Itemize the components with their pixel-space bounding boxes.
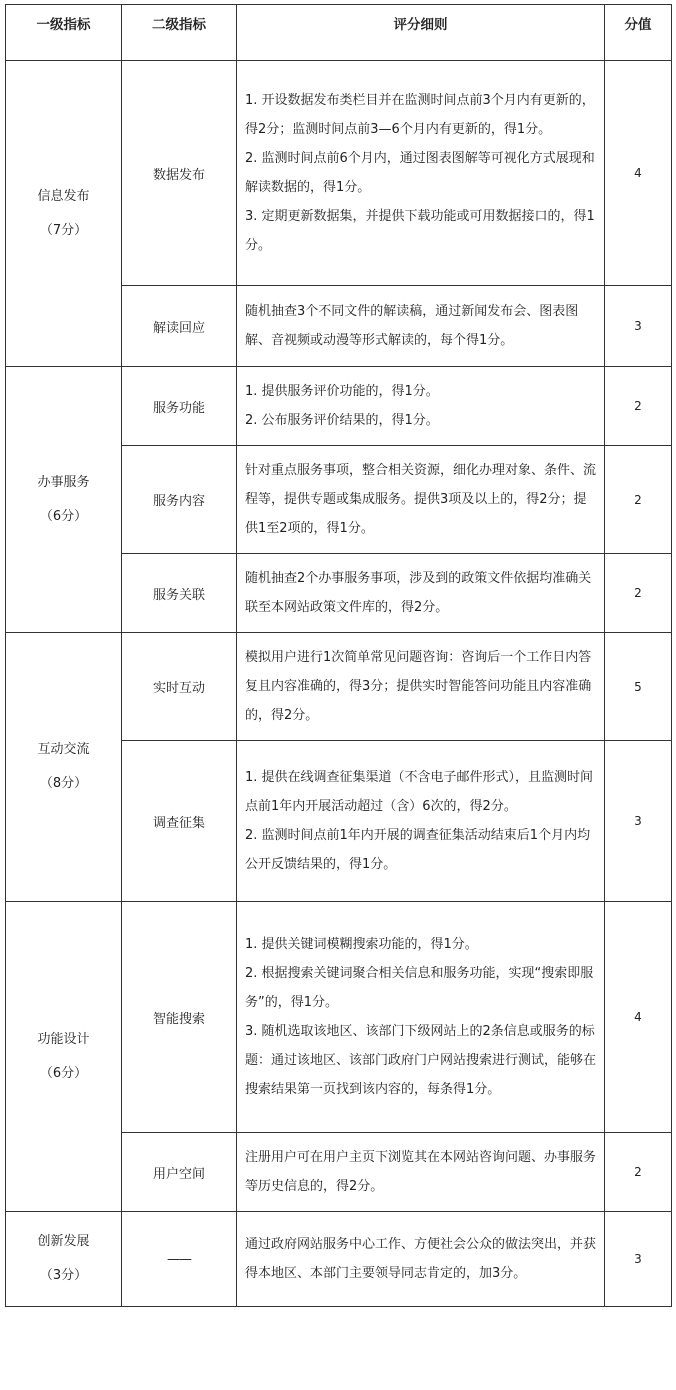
level-1-points: （6分） bbox=[39, 1065, 88, 1081]
level-1-cell bbox=[6, 367, 122, 633]
table-row bbox=[6, 1212, 672, 1307]
level-2-cell: —— bbox=[122, 1212, 237, 1307]
table-row bbox=[6, 367, 672, 446]
rule-item: 1. 提供关键词模糊搜索功能的，得1分。 bbox=[245, 937, 478, 952]
rule-item: 2. 根据搜索关键词聚合相关信息和服务功能，实现“搜索即服务”的，得1分。 bbox=[245, 966, 594, 1010]
score-cell: 2 bbox=[605, 367, 672, 446]
rule-item: 2. 监测时间点前6个月内，通过图表图解等可视化方式展现和解读数据的，得1分。 bbox=[245, 151, 595, 195]
level-1-name: 信息发布 bbox=[37, 188, 90, 204]
level-1-points: （3分） bbox=[39, 1268, 88, 1283]
level-1-cell bbox=[6, 633, 122, 902]
score-cell: 3 bbox=[605, 741, 672, 902]
rules-cell bbox=[237, 554, 605, 633]
level-1-points: （8分） bbox=[39, 776, 88, 791]
level-2-cell: 用户空间 bbox=[122, 1133, 237, 1212]
score-cell: 4 bbox=[605, 61, 672, 286]
level-1-name: 互动交流 bbox=[37, 742, 90, 757]
score-cell: 3 bbox=[605, 286, 672, 367]
score-cell: 2 bbox=[605, 1133, 672, 1212]
level-1-cell bbox=[6, 61, 122, 367]
rule-item: 3. 定期更新数据集，并提供下载功能或可用数据接口的，得1分。 bbox=[245, 209, 595, 253]
rules-cell bbox=[237, 446, 605, 554]
header-level-2: 二级指标 bbox=[122, 5, 237, 61]
rules-cell bbox=[237, 1133, 605, 1212]
rule-item: 2. 监测时间点前1年内开展的调查征集活动结束后1个月内均公开反馈结果的，得1分。 bbox=[245, 828, 591, 872]
level-1-cell bbox=[6, 902, 122, 1212]
level-2-cell: 服务关联 bbox=[122, 554, 237, 633]
level-2-cell: 数据发布 bbox=[122, 61, 237, 286]
rule-item: 模拟用户进行1次简单常见问题咨询：咨询后一个工作日内答复且内容准确的，得3分；提供实时智能答问功能且内容准确的，得2分。 bbox=[245, 650, 592, 723]
level-1-points: （7分） bbox=[39, 222, 88, 238]
level-1-name: 功能设计 bbox=[37, 1031, 90, 1047]
level-2-cell: 调查征集 bbox=[122, 741, 237, 902]
level-1-name: 办事服务 bbox=[37, 474, 90, 490]
rules-cell bbox=[237, 633, 605, 741]
level-2-cell: 智能搜索 bbox=[122, 902, 237, 1133]
rule-item: 1. 提供服务评价功能的，得1分。 bbox=[245, 384, 439, 399]
rule-item: 随机抽查3个不同文件的解读稿，通过新闻发布会、图表图解、音视频或动漫等形式解读的，每个得1分。 bbox=[245, 304, 579, 348]
rules-cell bbox=[237, 367, 605, 446]
scoring-table bbox=[5, 4, 672, 1307]
rules-cell bbox=[237, 741, 605, 902]
rule-item: 针对重点服务事项，整合相关资源，细化办理对象、条件、流程等，提供专题或集成服务。提供3项及以上的，得2分；提供1至2项的，得1分。 bbox=[245, 463, 597, 536]
level-1-points: （6分） bbox=[39, 508, 88, 524]
level-2-cell: 实时互动 bbox=[122, 633, 237, 741]
header-row bbox=[6, 5, 672, 61]
score-cell: 5 bbox=[605, 633, 672, 741]
rules-cell bbox=[237, 61, 605, 286]
table-row bbox=[6, 633, 672, 741]
rules-cell bbox=[237, 902, 605, 1133]
level-2-cell: 服务内容 bbox=[122, 446, 237, 554]
rule-item: 注册用户可在用户主页下浏览其在本网站咨询问题、办事服务等历史信息的，得2分。 bbox=[245, 1150, 597, 1194]
level-2-cell: 服务功能 bbox=[122, 367, 237, 446]
rule-item: 1. 开设数据发布类栏目并在监测时间点前3个月内有更新的，得2分；监测时间点前3—6个月内有更新的，得1分。 bbox=[245, 93, 595, 137]
rule-item: 3. 随机选取该地区、该部门下级网站上的2条信息或服务的标题：通过该地区、该部门政府门户网站搜索进行测试，能够在搜索结果第一页找到该内容的，每条得1分。 bbox=[245, 1024, 597, 1097]
rule-item: 通过政府网站服务中心工作、方便社会公众的做法突出，并获得本地区、本部门主要领导同志肯定的，加3分。 bbox=[245, 1237, 597, 1281]
rule-item: 2. 公布服务评价结果的，得1分。 bbox=[245, 413, 439, 428]
score-cell: 3 bbox=[605, 1212, 672, 1307]
header-level-1: 一级指标 bbox=[6, 5, 122, 61]
level-1-name: 创新发展 bbox=[37, 1234, 90, 1249]
table-row bbox=[6, 61, 672, 286]
table-row bbox=[6, 902, 672, 1133]
score-cell: 2 bbox=[605, 554, 672, 633]
header-rules: 评分细则 bbox=[237, 5, 605, 61]
level-2-cell: 解读回应 bbox=[122, 286, 237, 367]
score-cell: 4 bbox=[605, 902, 672, 1133]
rule-item: 随机抽查2个办事服务事项，涉及到的政策文件依据均准确关联至本网站政策文件库的，得2分。 bbox=[245, 571, 592, 615]
rules-cell bbox=[237, 1212, 605, 1307]
rules-cell bbox=[237, 286, 605, 367]
header-score: 分值 bbox=[605, 5, 672, 61]
score-cell: 2 bbox=[605, 446, 672, 554]
level-1-cell bbox=[6, 1212, 122, 1307]
rule-item: 1. 提供在线调查征集渠道（不含电子邮件形式），且监测时间点前1年内开展活动超过（含）6次的，得2分。 bbox=[245, 770, 594, 814]
